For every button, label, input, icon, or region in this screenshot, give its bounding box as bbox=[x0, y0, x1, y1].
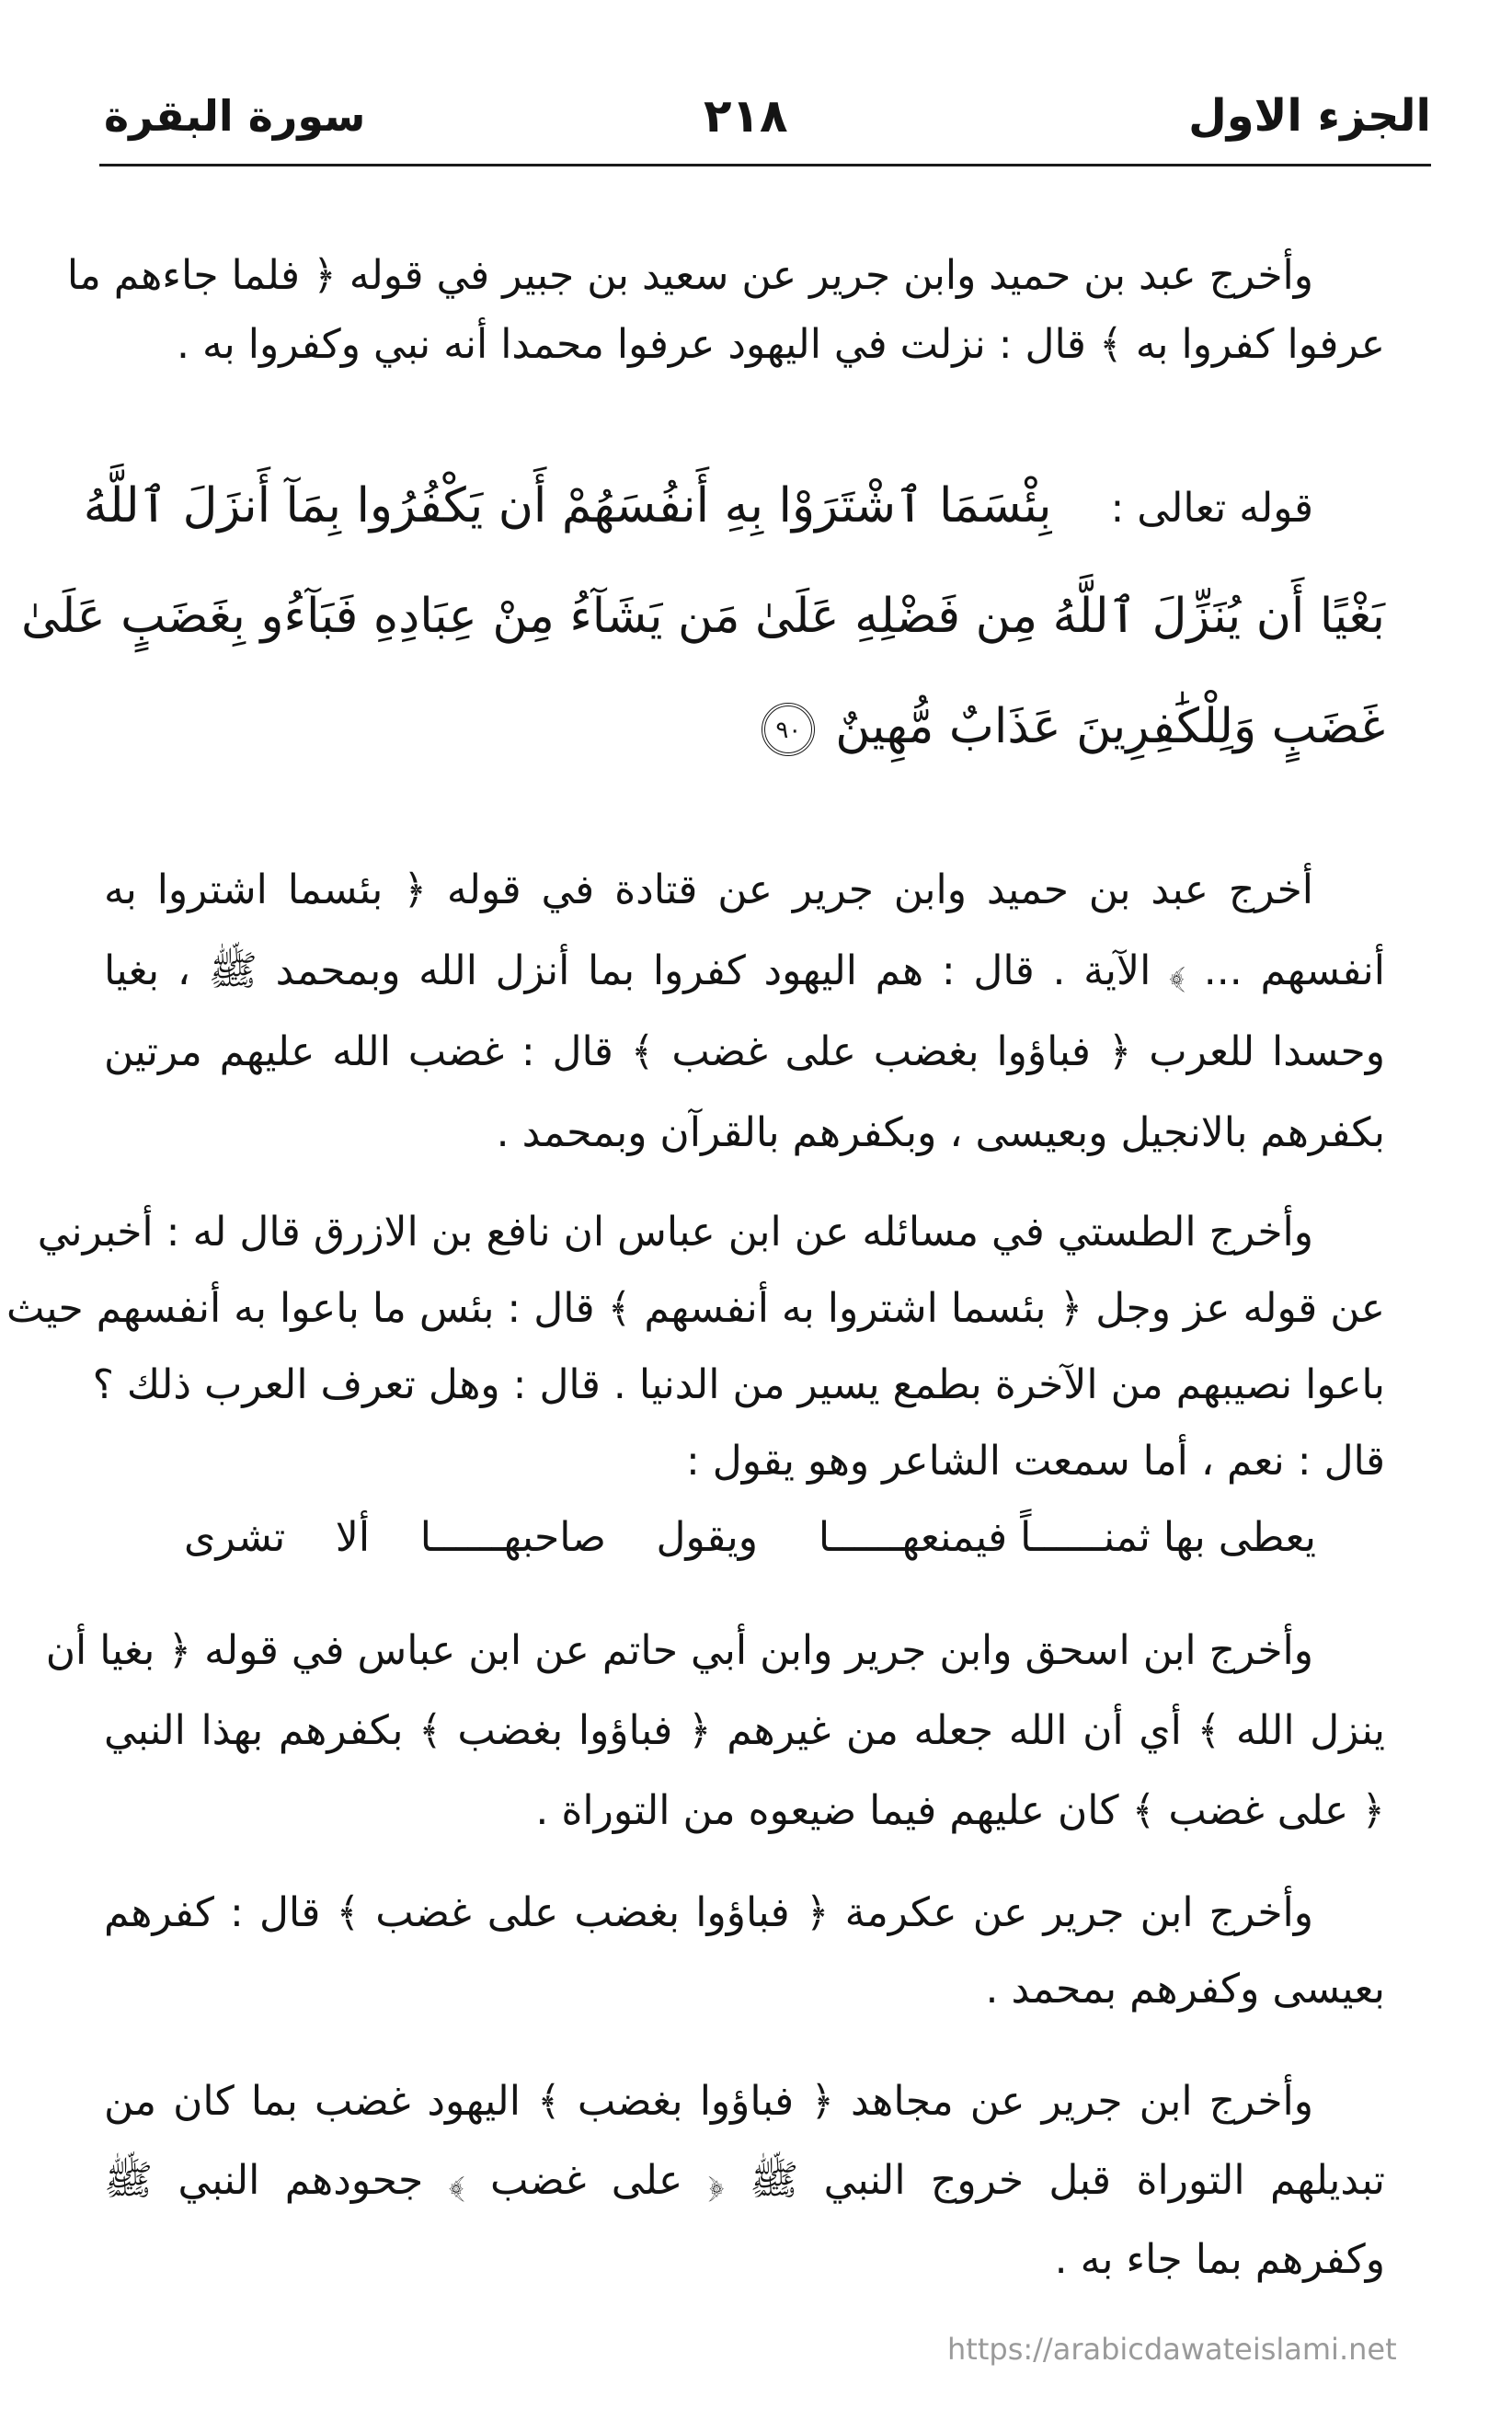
ayah-number-marker: ٩٠ bbox=[762, 703, 815, 756]
text-line: أنفسهم ... ﴾ الآية . قال : هم اليهود كفروا بما أنزل الله وبمحمد ﷺ ، بغيا bbox=[104, 947, 1385, 994]
text-line: وأخرج ابن جرير عن مجاهد ﴿ فباؤوا بغضب ﴾ اليهود غضب بما كان من bbox=[104, 2078, 1313, 2125]
verse-line: بَغْيًا أَن يُنَزِّلَ ٱللَّهُ مِن فَضْلِهِ عَلَىٰ مَن يَشَآءُ مِنْ عِبَادِهِ فَبَآءُو بِغَضَبٍ عَلَىٰ bbox=[21, 589, 1385, 644]
verse-text: بِئْسَمَا ٱشْتَرَوْا بِهِ أَنفُسَهُمْ أَن يَكْفُرُوا بِمَآ أَنزَلَ ٱللَّهُ bbox=[83, 478, 1052, 533]
paragraph-3 bbox=[6, 1194, 1385, 1576]
text-line: وأخرج الطستي في مسائله عن ابن عباس ان نافع بن الازرق قال له : أخبرني bbox=[37, 1209, 1313, 1256]
verse-line bbox=[83, 451, 1385, 561]
verse-line bbox=[104, 671, 1385, 782]
header-rule bbox=[99, 164, 1431, 166]
text-line: بكفرهم بالانجيل وبعيسى ، وبكفرهم بالقرآن وبمحمد . bbox=[496, 1109, 1385, 1156]
paragraph-1 bbox=[66, 241, 1385, 379]
paragraph-2 bbox=[104, 850, 1385, 1174]
text-line: ﴿ على غضب ﴾ كان عليهم فيما ضيعوه من التوراة . bbox=[535, 1787, 1385, 1834]
poem-hemistich-first: يعطى بها ثمنــــــاً فيمنعهــــــا bbox=[818, 1514, 1316, 1561]
text-line: وأخرج ابن اسحق وابن جرير وابن أبي حاتم عن ابن عباس في قوله ﴿ بغيا أن bbox=[45, 1627, 1313, 1674]
quran-verse-block bbox=[21, 451, 1385, 782]
text-line: وأخرج عبد بن حميد وابن جرير عن سعيد بن جبير في قوله ﴿ فلما جاءهم ما bbox=[66, 252, 1313, 299]
volume-label: الجزء الاول bbox=[1188, 90, 1431, 142]
source-watermark: https://arabicdawateislami.net bbox=[947, 2332, 1397, 2367]
poem-hemistich-second: ويقول صاحبهــــــا ألا تشرى bbox=[184, 1514, 758, 1561]
text-line: عرفوا كفروا به ﴾ قال : نزلت في اليهود عرفوا محمدا أنه نبي وكفروا به . bbox=[176, 321, 1385, 368]
text-line: ينزل الله ﴾ أي أن الله جعله من غيرهم ﴿ فباؤوا بغضب ﴾ بكفرهم بهذا النبي bbox=[104, 1707, 1385, 1754]
verse-text: غَضَبٍ وَلِلْكَٰفِرِينَ عَذَابٌ مُّهِينٌ bbox=[835, 699, 1385, 754]
running-header bbox=[99, 87, 1431, 144]
paragraph-4 bbox=[45, 1611, 1385, 1851]
paragraph-5 bbox=[104, 1875, 1385, 2027]
page-number: ٢١٨ bbox=[704, 89, 788, 143]
verse-intro: قوله تعالى : bbox=[1110, 485, 1313, 532]
text-line: وكفرهم بما جاء به . bbox=[1054, 2236, 1385, 2283]
paragraph-6 bbox=[104, 2062, 1385, 2300]
text-line: باعوا نصيبهم من الآخرة بطمع يسير من الدنيا . قال : وهل تعرف العرب ذلك ؟ bbox=[92, 1361, 1385, 1408]
surah-label: سورة البقرة bbox=[104, 91, 366, 141]
text-line: أخرج عبد بن حميد وابن جرير عن قتادة في قوله ﴿ بئسما اشتروا به bbox=[104, 866, 1313, 913]
poem-line bbox=[104, 1499, 1385, 1576]
text-line: قال : نعم ، أما سمعت الشاعر وهو يقول : bbox=[685, 1438, 1385, 1485]
text-line: عن قوله عز وجل ﴿ بئسما اشتروا به أنفسهم ﴾ قال : بئس ما باعوا به أنفسهم حيث bbox=[6, 1285, 1385, 1332]
text-line: وحسدا للعرب ﴿ فباؤوا بغضب على غضب ﴾ قال : غضب الله عليهم مرتين bbox=[104, 1028, 1385, 1075]
text-line: تبديلهم التوراة قبل خروج النبي ﷺ ﴿ على غضب ﴾ جحودهم النبي ﷺ bbox=[104, 2157, 1385, 2204]
text-line: وأخرج ابن جرير عن عكرمة ﴿ فباؤوا بغضب على غضب ﴾ قال : كفرهم bbox=[104, 1889, 1313, 1936]
text-line: بعيسى وكفرهم بمحمد . bbox=[985, 1966, 1385, 2013]
